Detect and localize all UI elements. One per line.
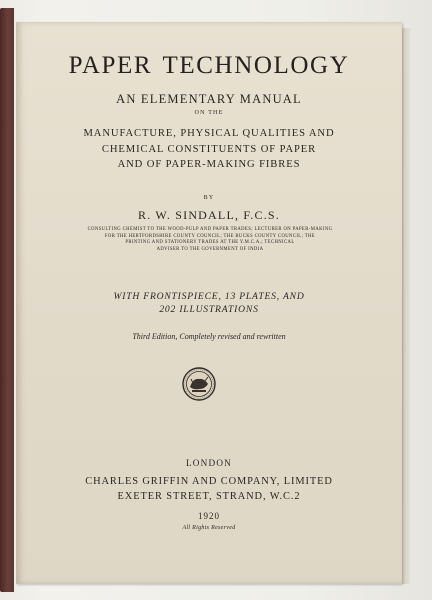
book-cover-edge xyxy=(0,8,14,592)
description-line: AND OF PAPER-MAKING FIBRES xyxy=(117,159,301,170)
rights-notice: All Rights Reserved xyxy=(182,525,236,531)
description-line: MANUFACTURE, PHYSICAL QUALITIES AND xyxy=(83,128,335,139)
illustrations-note xyxy=(16,290,402,316)
by-text: BY xyxy=(203,195,215,201)
publisher-emblem-icon xyxy=(182,367,216,401)
publication-place: LONDON xyxy=(186,458,232,468)
edition-note: Third Edition, Completely revised and rewritten xyxy=(132,332,286,341)
book-title: PAPER TECHNOLOGY xyxy=(68,52,350,79)
credentials-line: CONSULTING CHEMIST TO THE WOOD-PULP AND PAPER TRADES; LECTURER ON PAPER-MAKING xyxy=(87,227,333,232)
illustrations-line: WITH FRONTISPIECE, 13 PLATES, AND xyxy=(113,291,305,302)
title-page xyxy=(16,22,402,584)
illustrations-line: 202 ILLUSTRATIONS xyxy=(159,304,259,315)
publisher-line: CHARLES GRIFFIN AND COMPANY, LIMITED xyxy=(85,476,333,487)
publication-year: 1920 xyxy=(198,511,220,521)
publisher-line: EXETER STREET, STRAND, W.C.2 xyxy=(117,491,301,502)
book-subtitle: AN ELEMENTARY MANUAL xyxy=(116,92,302,106)
author-name: R. W. SINDALL, F.C.S. xyxy=(138,208,280,222)
credentials-line: ADVISER TO THE GOVERNMENT OF INDIA xyxy=(156,246,264,252)
credentials-line: FOR THE HERTFORDSHIRE COUNTY COUNCIL; THE BUCKS COUNTY COUNCIL; THE xyxy=(104,233,316,239)
on-the-text: ON THE xyxy=(194,110,224,116)
publisher-info xyxy=(16,474,402,504)
page-edge-shadow xyxy=(402,28,412,584)
credentials-line: PRINTING AND STATIONERY TRADES AT THE Y.M.C.A.; TECHNICAL xyxy=(125,240,295,245)
description-line: CHEMICAL CONSTITUENTS OF PAPER xyxy=(101,143,317,155)
author-credentials xyxy=(60,227,360,253)
book-description xyxy=(16,126,402,173)
